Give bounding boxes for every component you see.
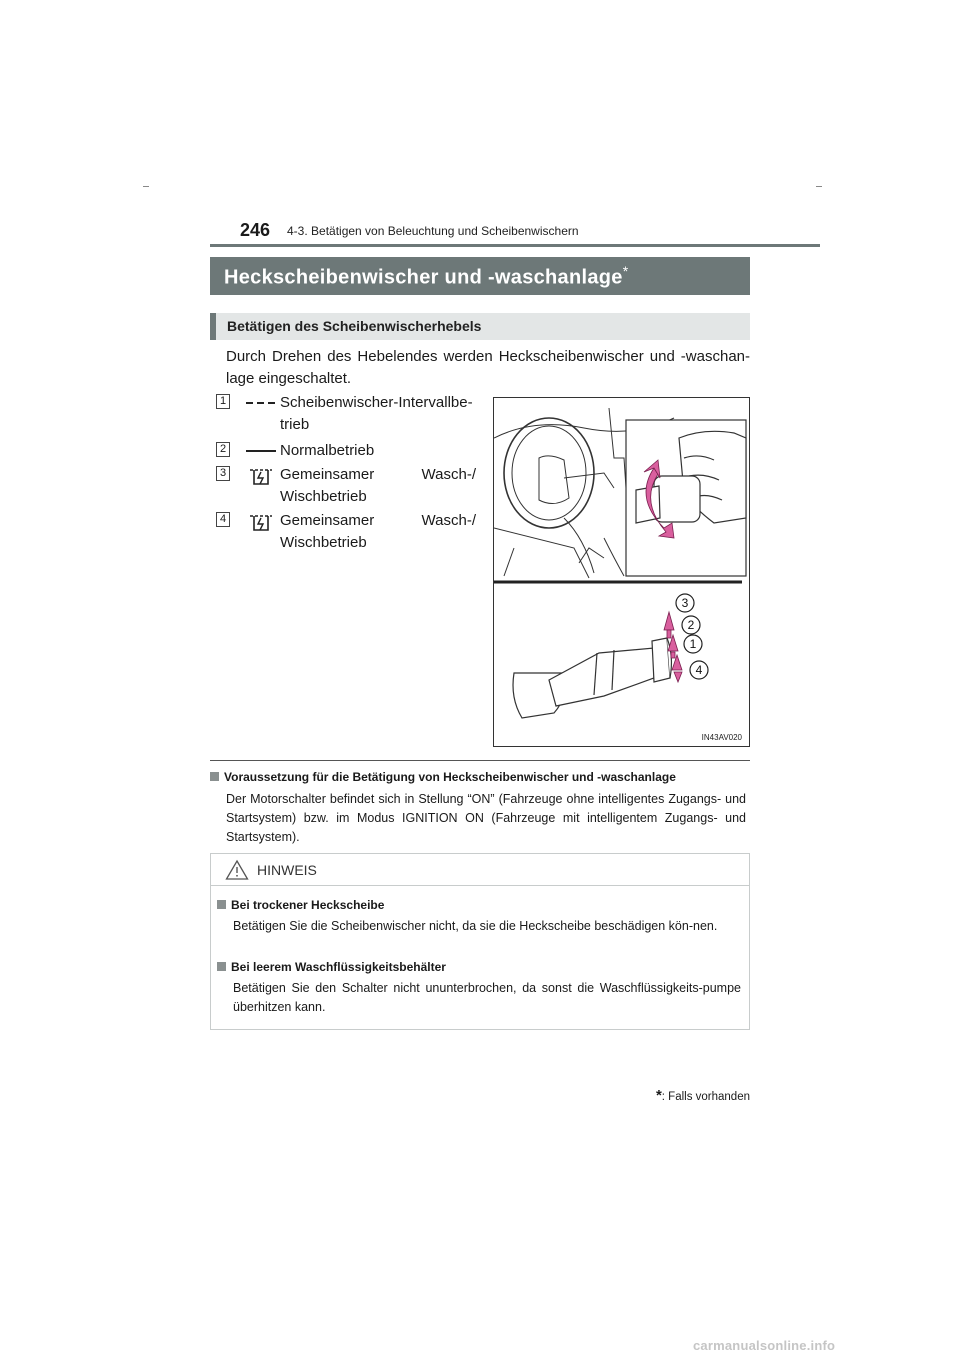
square-bullet-icon <box>217 900 226 909</box>
legend-item-3 <box>216 464 481 508</box>
dashed-line-icon <box>246 394 276 414</box>
square-bullet-icon <box>217 962 226 971</box>
notice-item-text-1: Betätigen Sie die Scheibenwischer nicht, da sie die Heckscheibe beschädigen kön-nen. <box>233 919 718 933</box>
square-bullet-icon <box>210 772 219 781</box>
warning-triangle-icon <box>225 859 249 881</box>
notice-item-title-text: Bei trockener Heckscheibe <box>231 898 385 912</box>
callout-label: 3 <box>681 596 689 610</box>
section-separator <box>210 760 750 761</box>
legend-item-2 <box>216 440 481 462</box>
illustration-svg <box>494 398 749 746</box>
legend-text-line-1: Gemeinsamer Wasch-/ <box>280 466 476 483</box>
running-head: 4-3. Betätigen von Beleuchtung und Scheibenwischern <box>287 224 579 238</box>
condition-text: Der Motorschalter befindet sich in Stellung “ON” (Fahrzeuge ohne intelligentes Zugangs- und Startsystem) bzw. im Modus IGNITION ON (Fahrzeuge mit intelligentem Zugangs- und Startsystem). <box>226 792 746 844</box>
callout-1 <box>684 635 702 653</box>
notice-label: HINWEIS <box>257 862 317 878</box>
footnote-text: : Falls vorhanden <box>661 1091 750 1103</box>
intro-paragraph <box>226 346 750 390</box>
footnote-asterisk: * <box>655 1087 662 1104</box>
legend-number: 3 <box>216 466 230 481</box>
legend-text-line-1: Gemeinsamer Wasch-/ <box>280 512 476 529</box>
condition-title-text: Voraussetzung für die Betätigung von Heckscheibenwischer und -waschanlage <box>224 770 676 784</box>
legend-text-line-2: Wischbetrieb <box>280 488 367 505</box>
condition-title <box>210 770 676 784</box>
crop-mark-left <box>143 186 149 187</box>
notice-item-title-1 <box>217 898 384 912</box>
footnote <box>630 1087 750 1104</box>
legend-text-line-1: Normalbetrieb <box>280 442 375 459</box>
legend-number: 4 <box>216 512 230 527</box>
solid-line-icon <box>246 442 276 462</box>
legend-number: 2 <box>216 442 230 457</box>
wiper-lever <box>513 638 671 718</box>
notice-header <box>211 854 749 886</box>
legend-text-line-1: Scheibenwischer-Intervallbe- <box>280 394 473 411</box>
legend-item-4 <box>216 510 481 554</box>
wiper-lever-illustration <box>493 397 750 747</box>
washer-icon <box>246 466 276 488</box>
intro-line-2: lage eingeschaltet. <box>226 370 352 387</box>
watermark: carmanualsonline.info <box>693 1338 836 1353</box>
availability-asterisk: * <box>622 263 629 279</box>
figure-code: IN43AV020 <box>701 733 742 742</box>
section-title-text: Heckscheibenwischer und -waschanlage <box>224 266 623 289</box>
notice-item-title-text: Bei leerem Waschflüssigkeitsbehälter <box>231 960 446 974</box>
legend-text-line-2: Wischbetrieb <box>280 534 367 551</box>
notice-item-title-2 <box>217 960 446 974</box>
washer-icon <box>246 512 276 534</box>
crop-mark-right <box>816 186 822 187</box>
section-title <box>210 257 750 295</box>
callout-label: 1 <box>689 637 697 651</box>
header-rule <box>210 244 820 247</box>
legend-item-1 <box>216 392 481 436</box>
subsection-title: Betätigen des Scheibenwischerhebels <box>210 313 750 340</box>
legend-text-line-2: trieb <box>280 416 310 433</box>
legend-number: 1 <box>216 394 230 409</box>
intro-line-1: Durch Drehen des Hebelendes werden Heckscheibenwischer und -waschan- <box>226 348 750 365</box>
callout-4 <box>690 661 708 679</box>
notice-box <box>210 853 750 1030</box>
page-number: 246 <box>240 220 271 240</box>
callout-label: 4 <box>695 663 703 677</box>
callout-3 <box>676 594 694 612</box>
notice-item-text-2: Betätigen Sie den Schalter nicht ununterbrochen, da sonst die Waschflüssigkeits-pumpe überhitzen kann. <box>233 981 741 1014</box>
callout-label: 2 <box>687 618 695 632</box>
callout-2 <box>682 616 700 634</box>
